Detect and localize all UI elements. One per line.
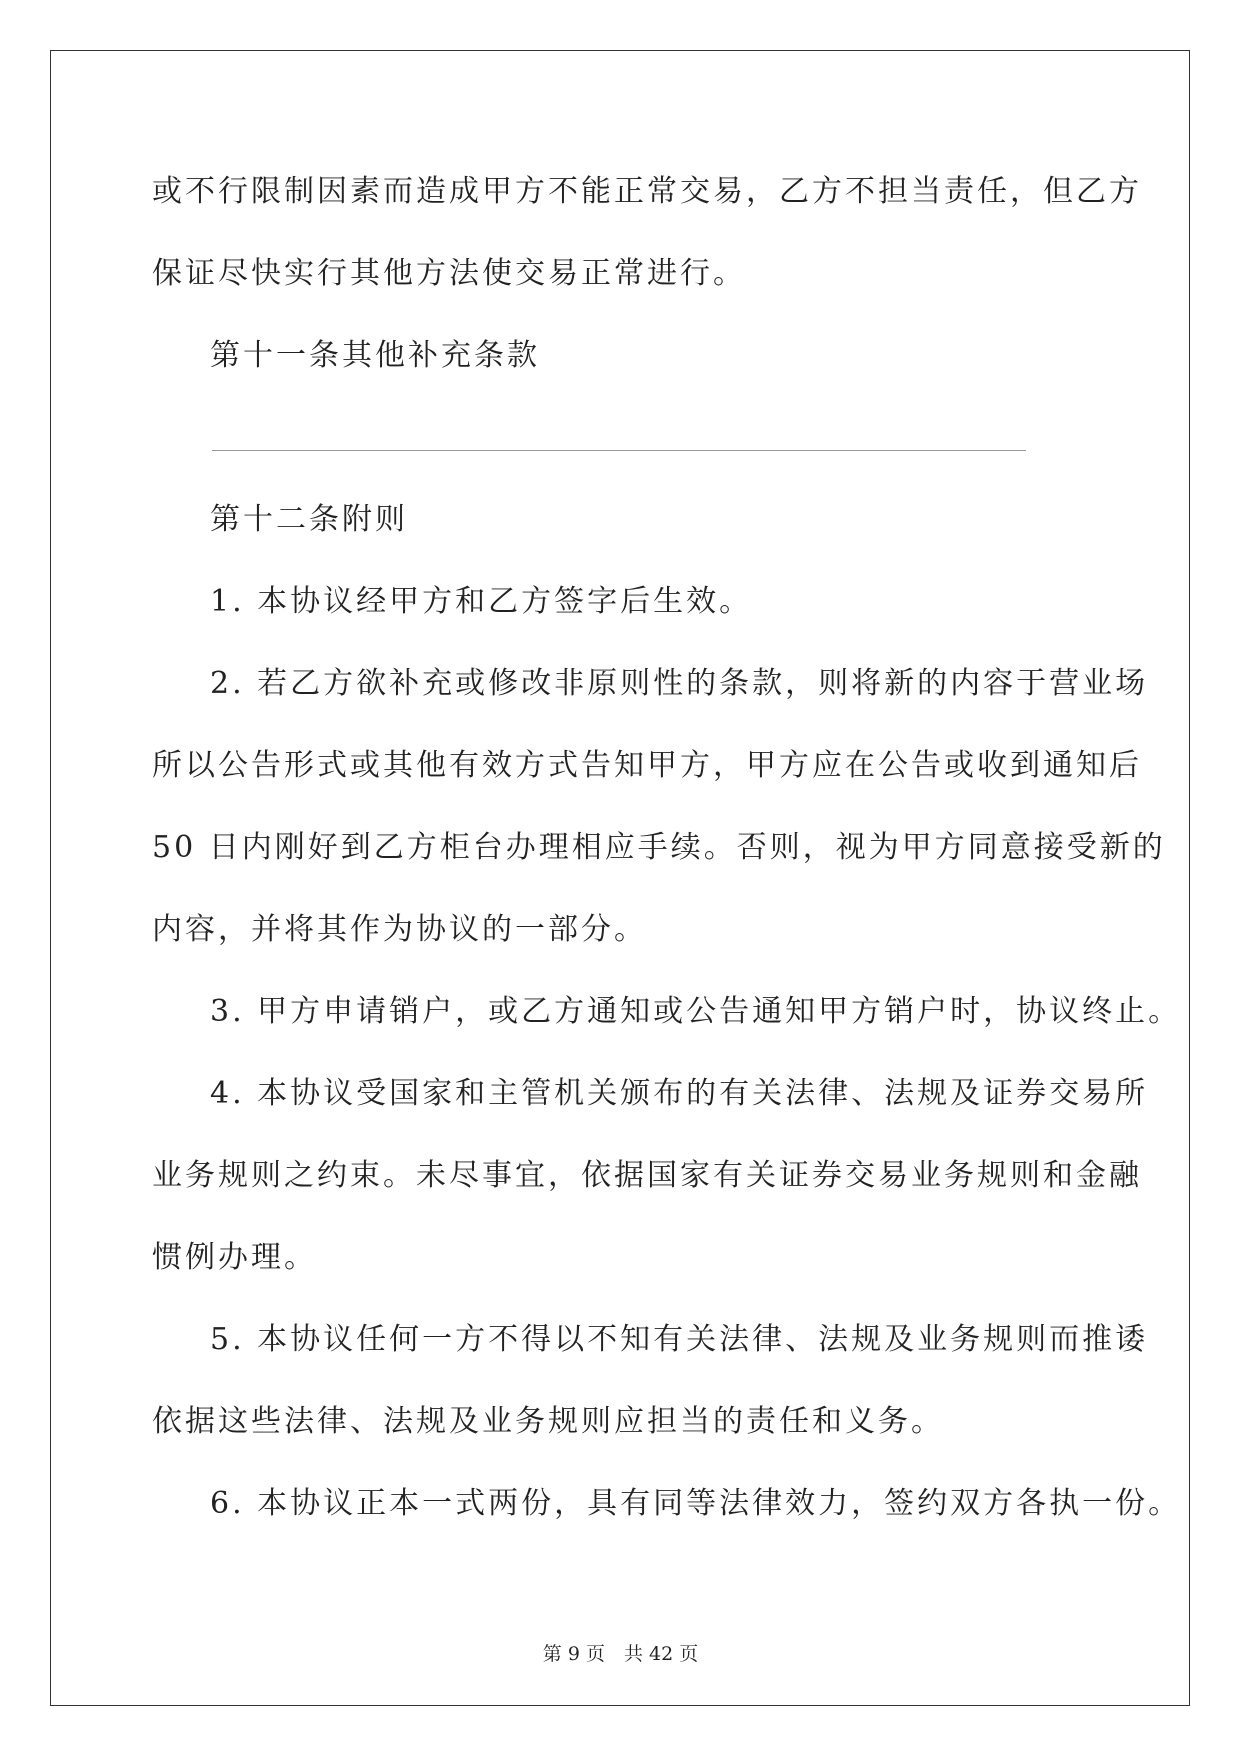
text-line: 内容，并将其作为协议的一部分。	[152, 912, 647, 947]
text-line: 所以公告形式或其他有效方式告知甲方，甲方应在公告或收到通知后	[152, 748, 1142, 783]
text-line: 惯例办理。	[152, 1240, 317, 1275]
text-line: 依据这些法律、法规及业务规则应担当的责任和义务。	[152, 1404, 944, 1439]
clause-item: 1. 本协议经甲方和乙方签字后生效。	[210, 584, 753, 619]
page-border	[50, 50, 1190, 1706]
blank-fill-line	[212, 450, 1026, 451]
section-heading: 第十二条附则	[210, 502, 408, 537]
clause-item: 2. 若乙方欲补充或修改非原则性的条款，则将新的内容于营业场	[210, 666, 1149, 701]
section-heading: 第十一条其他补充条款	[210, 338, 540, 373]
text-line: 保证尽快实行其他方法使交易正常进行。	[152, 256, 746, 291]
text-line: 业务规则之约束。未尽事宜，依据国家有关证券交易业务规则和金融	[152, 1158, 1142, 1193]
text-line: 50 日内刚好到乙方柜台办理相应手续。否则，视为甲方同意接受新的	[152, 830, 1166, 865]
text-line: 或不行限制因素而造成甲方不能正常交易，乙方不担当责任，但乙方	[152, 174, 1142, 209]
clause-item: 5. 本协议任何一方不得以不知有关法律、法规及业务规则而推诿	[210, 1322, 1149, 1357]
clause-item: 4. 本协议受国家和主管机关颁布的有关法律、法规及证券交易所	[210, 1076, 1149, 1111]
page-footer: 第 9 页 共 42 页	[542, 1643, 699, 1665]
clause-item: 6. 本协议正本一式两份，具有同等法律效力，签约双方各执一份。	[210, 1486, 1182, 1521]
clause-item: 3. 甲方申请销户，或乙方通知或公告通知甲方销户时，协议终止。	[210, 994, 1182, 1029]
